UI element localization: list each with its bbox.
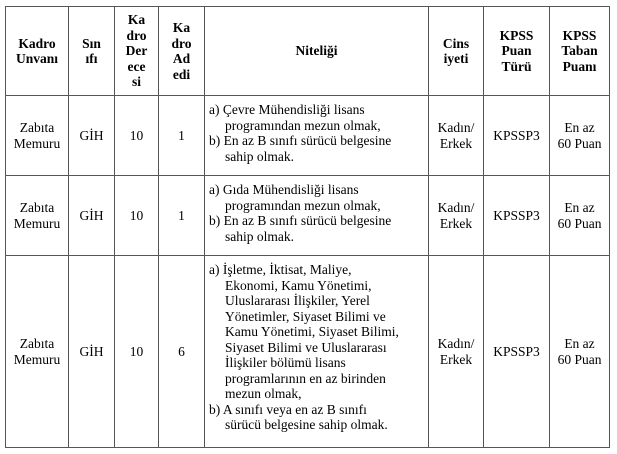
cell-sinif: GİH xyxy=(69,176,115,256)
header-kadro-unvani: Kadro Unvanı xyxy=(6,7,69,96)
header-kpss-puan-turu: KPSS Puan Türü xyxy=(484,7,550,96)
cell-unvan: Zabıta Memuru xyxy=(6,96,69,176)
table-row xyxy=(6,176,610,256)
cell-cinsiyet: Kadın/ Erkek xyxy=(429,96,484,176)
header-kpss-taban-puani: KPSS Taban Puanı xyxy=(550,7,610,96)
cell-derece: 10 xyxy=(115,96,159,176)
header-kadro-adedi: Ka dro Ad edi xyxy=(159,7,205,96)
cell-taban-puan: En az 60 Puan xyxy=(550,256,610,448)
cell-adet: 1 xyxy=(159,176,205,256)
cell-taban-puan: En az 60 Puan xyxy=(550,176,610,256)
cell-cinsiyet: Kadın/ Erkek xyxy=(429,176,484,256)
cell-derece: 10 xyxy=(115,256,159,448)
cell-derece: 10 xyxy=(115,176,159,256)
cell-nitelik: a) Gıda Mühendisliği lisans programından mezun olmak, b) En az B sınıfı sürücü belgesine sahip olmak. xyxy=(205,176,429,256)
cell-sinif: GİH xyxy=(69,256,115,448)
cell-unvan: Zabıta Memuru xyxy=(6,176,69,256)
header-row xyxy=(6,7,610,96)
header-sinifi: Sın ıfı xyxy=(69,7,115,96)
header-niteligi: Niteliği xyxy=(205,7,429,96)
cell-adet: 1 xyxy=(159,96,205,176)
cell-puan-turu: KPSSP3 xyxy=(484,256,550,448)
header-kadro-derecesi: Ka dro Der ece si xyxy=(115,7,159,96)
cell-nitelik: a) Çevre Mühendisliği lisans programından mezun olmak, b) En az B sınıfı sürücü belgesine sahip olmak. xyxy=(205,96,429,176)
cell-taban-puan: En az 60 Puan xyxy=(550,96,610,176)
cell-nitelik: a) İşletme, İktisat, Maliye, Ekonomi, Kamu Yönetimi, Uluslararası İlişkiler, Yerel Yönetimler, Siyaset Bilimi ve Kamu Yönetimi, Siyaset Bilimi, Siyaset Bilimi ve Uluslararası İlişkiler bölümü lisans programlarının en az birinden mezun olmak, b) A sınıfı veya en az B sınıfı sürücü belgesine sahip olmak. xyxy=(205,256,429,448)
cell-unvan: Zabıta Memuru xyxy=(6,256,69,448)
kadro-table xyxy=(5,6,610,448)
cell-puan-turu: KPSSP3 xyxy=(484,96,550,176)
table-row xyxy=(6,256,610,448)
header-cinsiyeti: Cins iyeti xyxy=(429,7,484,96)
cell-cinsiyet: Kadın/ Erkek xyxy=(429,256,484,448)
cell-sinif: GİH xyxy=(69,96,115,176)
cell-puan-turu: KPSSP3 xyxy=(484,176,550,256)
cell-adet: 6 xyxy=(159,256,205,448)
table-row xyxy=(6,96,610,176)
